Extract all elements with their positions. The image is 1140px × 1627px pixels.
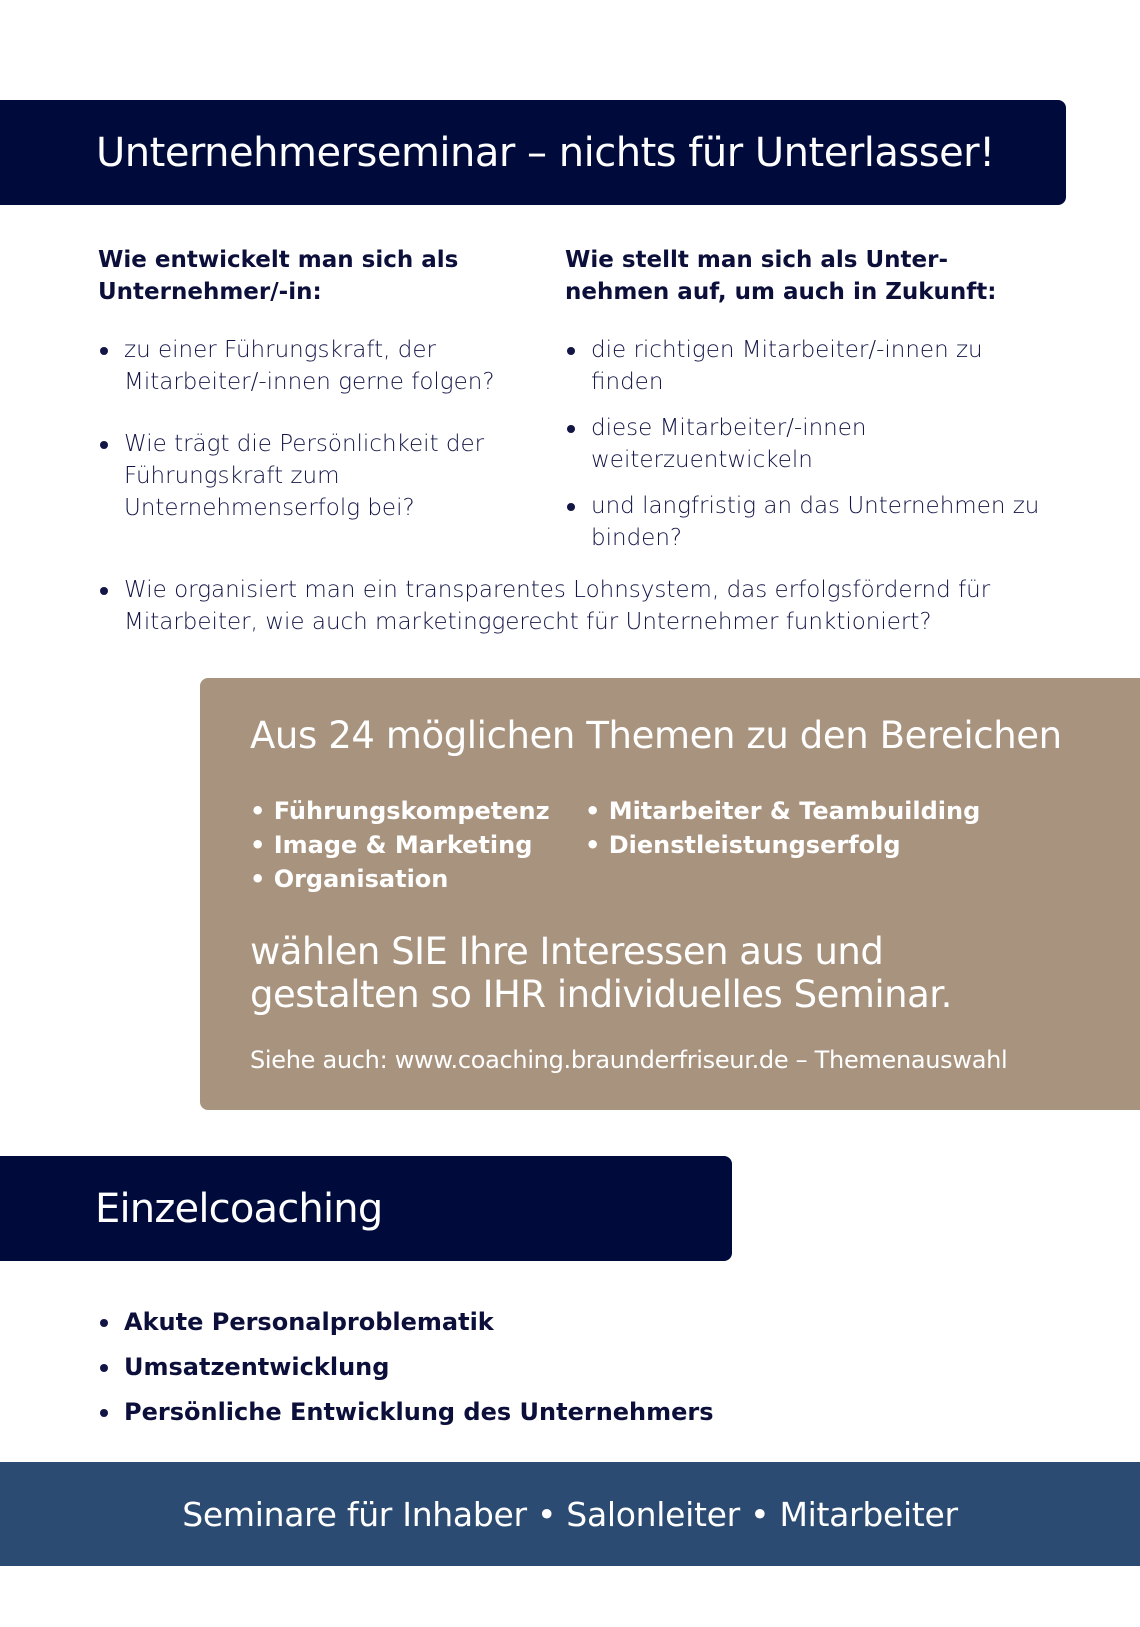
right-column-heading: Wie stellt man sich als Unter-nehmen auf, um auch in Zukunft: xyxy=(565,247,997,305)
left-column xyxy=(98,244,518,554)
wide-question xyxy=(98,574,998,638)
list-item: und langfristig an das Unternehmen zu binden? xyxy=(565,490,1045,554)
topic-item: • Führungskompetenz xyxy=(250,797,550,825)
topic-item: • Image & Marketing xyxy=(250,831,533,859)
topics-box xyxy=(200,678,1140,1110)
choose-line-2: gestalten so IHR individuelles Seminar. xyxy=(250,973,952,1016)
list-item: die richtigen Mitarbeiter/-innen zu finden xyxy=(565,334,1045,398)
topic-item: • Organisation xyxy=(250,865,449,893)
list-item: Wie trägt die Persönlichkeit der Führungskraft zum Unternehmenserfolg bei? xyxy=(98,428,518,524)
choose-line-1: wählen SIE Ihre Interessen aus und xyxy=(250,930,884,973)
list-item: Persönliche Entwicklung des Unternehmers xyxy=(98,1390,898,1435)
coaching-title: Einzelcoaching xyxy=(95,1185,383,1232)
footer-text: Seminare für Inhaber • Salonleiter • Mitarbeiter xyxy=(182,1494,958,1534)
see-also-link: Siehe auch: www.coaching.braunderfriseur.de – Themenauswahl xyxy=(250,1046,1008,1074)
coaching-list-wrap xyxy=(98,1300,898,1435)
coaching-banner xyxy=(0,1156,732,1261)
list-item: Wie organisiert man ein transparentes Lohnsystem, das erfolgsfördernd für Mitarbeiter, wie auch marketinggerecht für Unternehmer funktioniert? xyxy=(98,574,998,638)
right-column-list xyxy=(565,334,1045,554)
list-item: diese Mitarbeiter/-innen weiterzuentwickeln xyxy=(565,412,1045,476)
topic-item: • Mitarbeiter & Teambuilding xyxy=(585,797,981,825)
list-item: Akute Personalproblematik xyxy=(98,1300,898,1345)
choose-text xyxy=(250,930,952,1016)
left-column-list xyxy=(98,334,518,524)
left-column-heading: Wie entwickelt man sich als Unternehmer/-in: xyxy=(98,247,459,305)
right-column xyxy=(565,244,1045,568)
coaching-list xyxy=(98,1300,898,1435)
topics-list xyxy=(250,796,1010,894)
list-item: Umsatzentwicklung xyxy=(98,1345,898,1390)
list-item: zu einer Führungskraft, der Mitarbeiter/-innen gerne folgen? xyxy=(98,334,518,398)
footer-bar xyxy=(0,1462,1140,1566)
topics-heading: Aus 24 möglichen Themen zu den Bereichen xyxy=(250,714,1062,757)
topic-item: • Dienstleistungserfolg xyxy=(585,831,901,859)
seminar-title-banner xyxy=(0,100,1066,205)
seminar-title: Unternehmerseminar – nichts für Unterlasser! xyxy=(96,129,995,176)
